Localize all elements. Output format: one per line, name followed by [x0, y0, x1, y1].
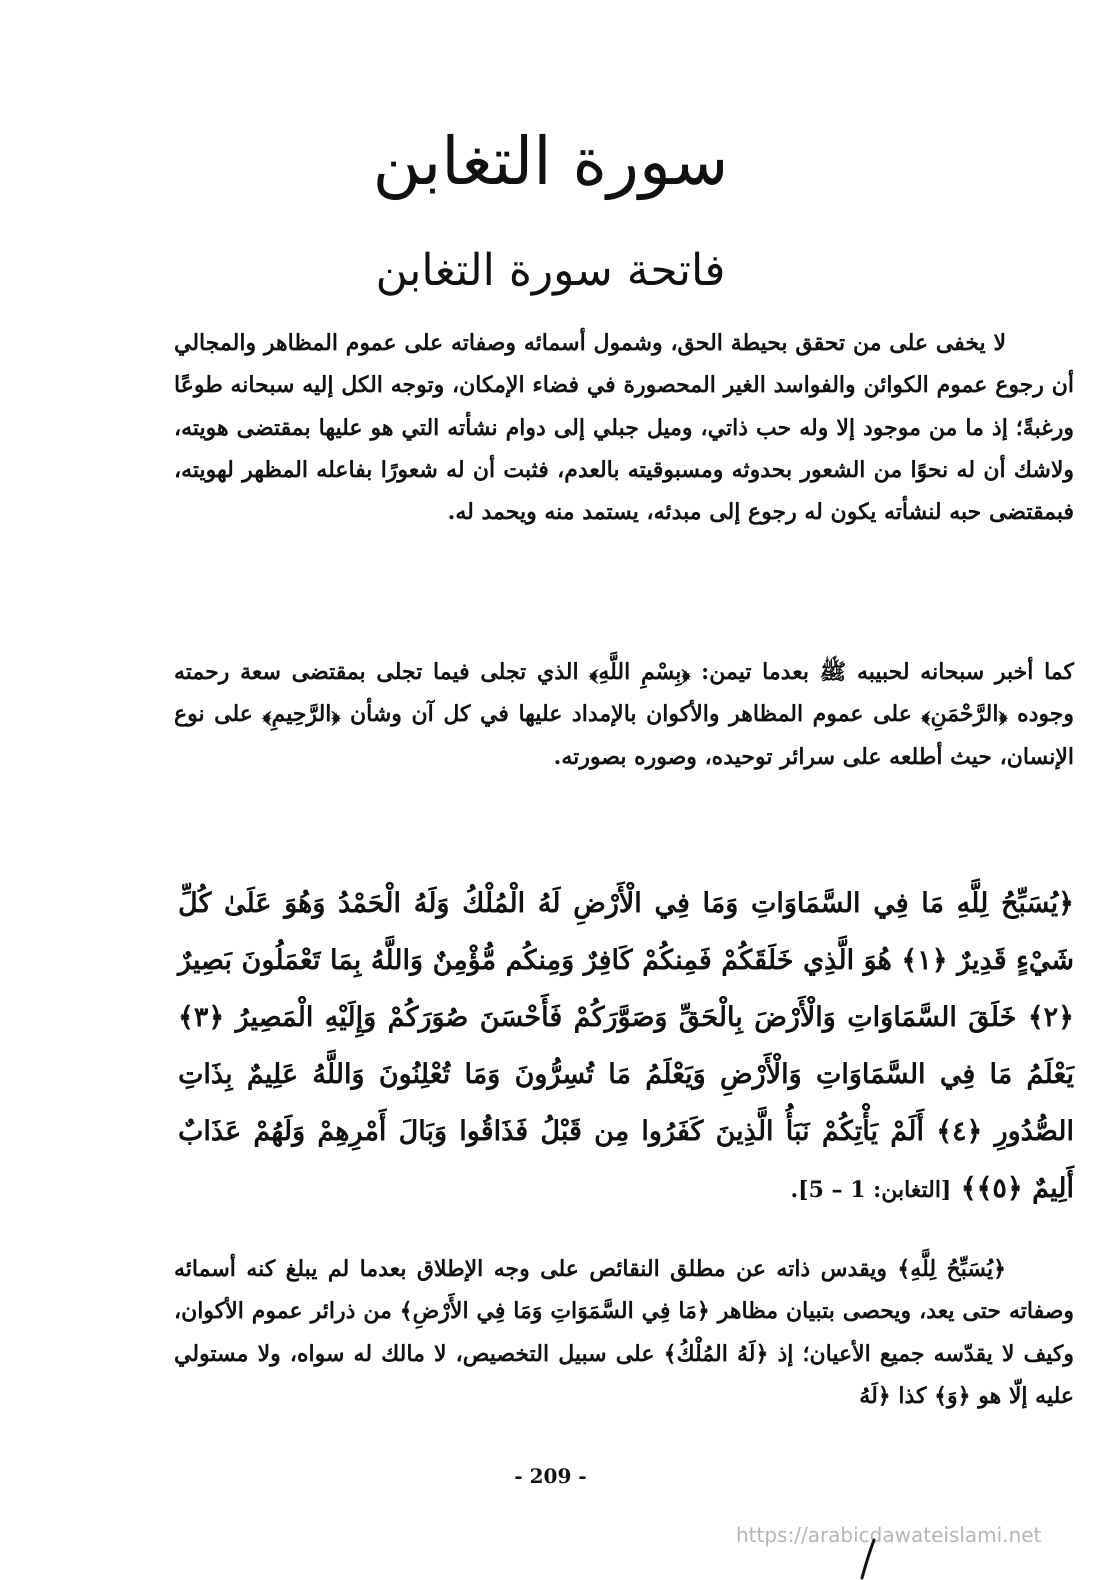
quran-verses: ﴿يُسَبِّحُ لِلَّهِ مَا فِي السَّمَاوَاتِ وَمَا فِي الْأَرْضِ لَهُ الْمُلْكُ وَلَهُ الْحَمْدُ وَهُوَ عَلَىٰ كُلِّ شَيْءٍ قَدِيرٌ ﴿١﴾ هُوَ الَّذِي خَلَقَكُمْ فَمِنكُمْ كَافِرٌ وَمِنكُم مُّؤْمِنٌ وَاللَّهُ بِمَا تَعْمَلُونَ بَصِيرٌ ﴿٢﴾ خَلَقَ السَّمَاوَاتِ وَالْأَرْضَ بِالْحَقِّ وَصَوَّرَكُمْ فَأَحْسَنَ صُوَرَكُمْ وَإِلَيْهِ الْمَصِيرُ ﴿٣﴾ يَعْلَمُ مَا فِي السَّمَاوَاتِ وَالْأَرْضِ وَيَعْلَمُ مَا تُسِرُّونَ وَمَا تُعْلِنُونَ وَاللَّهُ عَلِيمٌ بِذَاتِ الصُّدُورِ ﴿٤﴾ أَلَمْ يَأْتِكُمْ نَبَأُ الَّذِينَ كَفَرُوا مِن قَبْلُ فَذَاقُوا وَبَالَ أَمْرِهِمْ وَلَهُمْ عَذَابٌ أَلِيمٌ ﴿٥﴾﴾	[178, 888, 1075, 1204]
verses-reference: [التغابن: 1 – 5].	[790, 1177, 952, 1203]
tafsir-section	[174, 1248, 1074, 1417]
tafsir-paragraph: ﴿يُسَبِّحُ لِلَّهِ﴾ ويقدس ذاته عن مطلق النقائص على وجه الإطلاق بعدما لم يبلغ كنه أسمائه وصفاته حتى يعد، ويحصى بتبيان مظاهر ﴿مَا فِي السَّمَوَاتِ وَمَا فِي الأَرْضِ﴾ من ذرائر عموم الأكوان، وكيف لا يقدّسه جميع الأعيان؛ إذ ﴿لَهُ المُلْكُ﴾ على سبيل التخصيص، لا مالك له سواه، ولا مستولي عليه إلّا هو ﴿وَ﴾ كذا ﴿لَهُ	[174, 1256, 1074, 1409]
quran-verses-paragraph	[178, 875, 1074, 1219]
pen-stroke-mark	[852, 1538, 882, 1580]
opening-title: فاتحة سورة التغابن	[375, 245, 726, 296]
quran-verses-block	[178, 875, 1074, 1219]
surah-title: سورة التغابن	[372, 123, 729, 200]
middle-paragraph: كما أخبر سبحانه لحبيبه ﷺ بعدما تيمن: ﴿بِسْمِ اللَّهِ﴾ الذي تجلى فيما تجلى بمقتضى سعة رحمته وجوده ﴿الرَّحْمَنِ﴾ على عموم المظاهر والأكوان بالإمداد عليها في كل آن وشأن ﴿الرَّحِيمِ﴾ على نوع الإنسان، حيث أطلعه على سرائر توحيده، وصوره بصورته.	[174, 659, 1074, 770]
page-number: - 209 -	[514, 1464, 587, 1488]
intro-paragraph: لا يخفى على من تحقق بحيطة الحق، وشمول أسمائه وصفاته على عموم المظاهر والمجالي أن رجوع عموم الكوائن والفواسد الغير المحصورة في فضاء الإمكان، وتوجه الكل إليه سبحانه طوعًا ورغبةً؛ إذ ما من موجود إلا وله حب ذاتي، وميل جبلي إلى دوام نشأته التي هو عليها بمقتضى هويته، ولاشك أن له نحوًا من الشعور بحدوثه ومسبوقيته بالعدم، فثبت أن له شعورًا بفاعله المظهر لهويته، فبمقتضى حبه لنشأته يكون له رجوع إلى مبدئه، يستمد منه ويحمد له.	[174, 330, 1074, 526]
watermark-url: https://arabicdawateislami.net	[736, 1523, 1042, 1547]
middle-section	[174, 651, 1074, 778]
intro-section	[174, 322, 1074, 533]
